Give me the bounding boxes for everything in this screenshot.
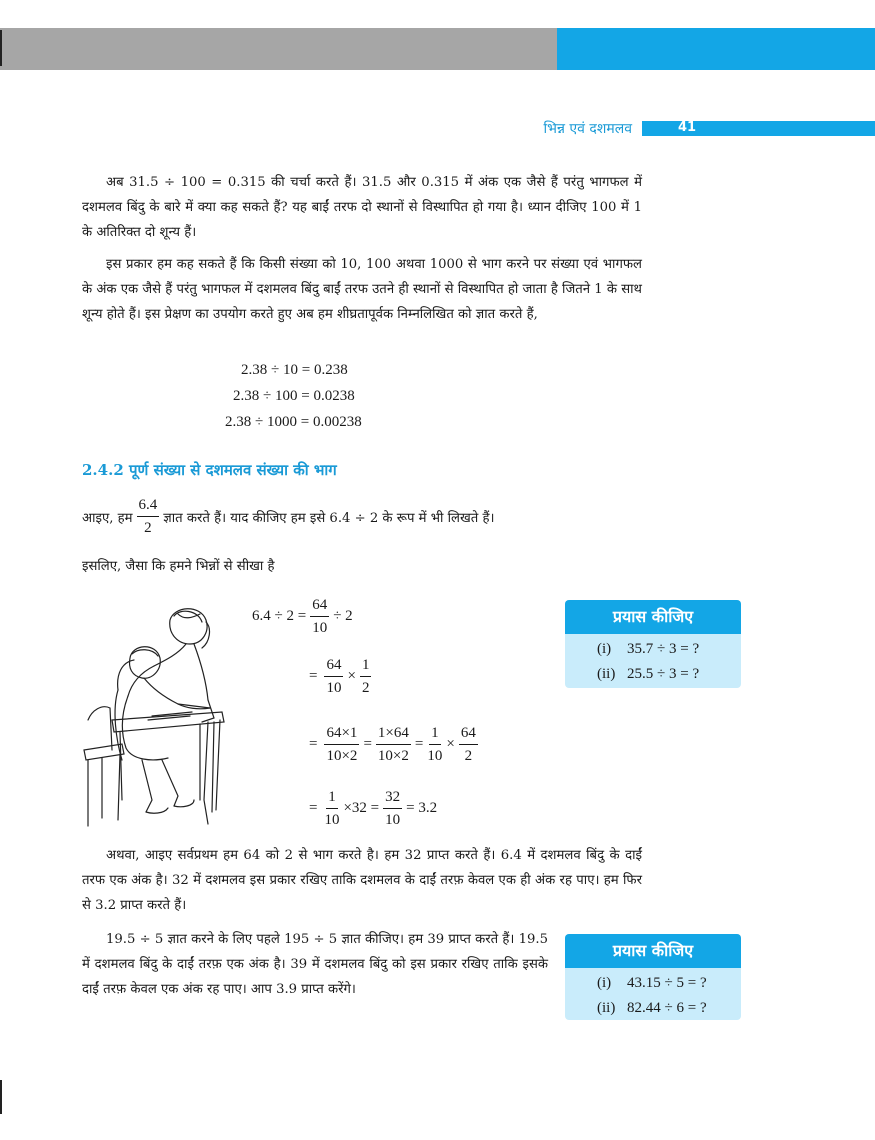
working-l2-fraction-b bbox=[360, 656, 372, 697]
working-l2-b-num: 1 bbox=[360, 656, 372, 677]
try-it-item bbox=[565, 637, 741, 662]
paragraph-alternative-method: अथवा, आइए सर्वप्रथम हम 64 को 2 से भाग करते है। हम 32 प्राप्त करते हैं। 6.4 में दशमलव बिंदु के दाईं तरफ एक अंक है। 32 में दशमलव इस प्रकार रखिए ताकि दशमलव के दाईं तरफ़ केवल एक ही अंक रह पाए। हम फिर से 3.2 प्राप्त करते हैं। bbox=[82, 848, 642, 913]
working-line-2 bbox=[306, 656, 375, 697]
intro-after: ज्ञात करते हैं। याद कीजिए हम इसे 6.4 ÷ 2 के रूप में भी लिखते हैं। bbox=[163, 510, 495, 526]
working-l3-a-num: 64×1 bbox=[324, 724, 359, 745]
working-line-4 bbox=[306, 788, 437, 829]
try-it-item-index: (ii) bbox=[597, 1000, 616, 1016]
student-teacher-illustration bbox=[82, 600, 232, 828]
working-l3-fraction-b bbox=[376, 724, 411, 765]
working-l3-a-den: 10×2 bbox=[326, 748, 358, 764]
try-it-item-index: (ii) bbox=[597, 666, 616, 682]
intro-fraction-den: 2 bbox=[144, 520, 152, 536]
working-l3-c-den: 10 bbox=[427, 748, 443, 764]
try-it-box-2 bbox=[565, 934, 741, 1020]
try-it-title: प्रयास कीजिए bbox=[565, 934, 741, 968]
times-sign: × bbox=[446, 736, 455, 752]
header-blue-band bbox=[557, 28, 875, 70]
working-l4-b-den: 10 bbox=[385, 812, 401, 828]
working-l3-fraction-d bbox=[459, 724, 478, 765]
working-l4-fraction-a bbox=[324, 788, 339, 829]
working-line-1 bbox=[252, 596, 353, 637]
working-l2-b-den: 2 bbox=[361, 680, 370, 696]
try-it-item-expr: 35.7 ÷ 3 = ? bbox=[627, 641, 700, 657]
equals-sign: = bbox=[363, 736, 372, 752]
working-l3-d-den: 2 bbox=[464, 748, 473, 764]
try-it-item-expr: 43.15 ÷ 5 = ? bbox=[627, 975, 707, 991]
header-gray-band bbox=[0, 28, 557, 70]
working-l4-a-num: 1 bbox=[326, 788, 338, 809]
try-it-item bbox=[565, 971, 741, 996]
working-l3-b-den: 10×2 bbox=[377, 748, 409, 764]
working-l3-d-num: 64 bbox=[459, 724, 478, 745]
example-divide-by-10: 2.38 ÷ 10 = 0.238 bbox=[241, 362, 348, 378]
page-edge-mark-top bbox=[0, 30, 2, 66]
working-l1-den: 10 bbox=[312, 620, 328, 636]
times-sign: × bbox=[347, 668, 356, 684]
page-number: 41 bbox=[678, 120, 697, 135]
example-divide-by-100: 2.38 ÷ 100 = 0.0238 bbox=[233, 388, 355, 404]
working-l1-fraction bbox=[310, 596, 329, 637]
equals-sign: = bbox=[309, 668, 318, 684]
working-l3-b-num: 1×64 bbox=[376, 724, 411, 745]
try-it-item-expr: 25.5 ÷ 3 = ? bbox=[627, 666, 700, 682]
working-l1-num: 64 bbox=[310, 596, 329, 617]
paragraph-decimal-shift: अब 31.5 ÷ 100 = 0.315 की चर्चा करते हैं। 31.5 और 0.315 में अंक एक जैसे हैं परंतु भागफल में दशमलव बिंदु के बारे में क्या कह सकते हैं? यह बाईं तरफ दो स्थानों से विस्थापित हो गया है। ध्यान दीजिए 100 में 1 के अतिरिक्त दो शून्य हैं। bbox=[82, 175, 642, 240]
intro-before: आइए, हम bbox=[82, 510, 133, 526]
working-l2-fraction-a bbox=[324, 656, 343, 697]
equals-sign: = bbox=[414, 736, 424, 752]
try-it-box-1 bbox=[565, 600, 741, 688]
example-divide-by-1000: 2.38 ÷ 1000 = 0.00238 bbox=[225, 414, 362, 430]
intro-line bbox=[82, 496, 494, 537]
working-l1-lhs: 6.4 ÷ 2 = bbox=[252, 608, 307, 624]
working-l4-a-den: 10 bbox=[324, 812, 340, 828]
page-number-bar bbox=[642, 121, 875, 136]
section-heading: 2.4.2 पूर्ण संख्या से दशमलव संख्या की भाग bbox=[82, 461, 337, 479]
try-it-title: प्रयास कीजिए bbox=[565, 600, 741, 634]
chapter-running-title: भिन्न एवं दशमलव bbox=[543, 121, 632, 137]
equals-sign: = bbox=[309, 736, 318, 752]
working-l1-rest: ÷ 2 bbox=[333, 608, 353, 624]
try-it-item-index: (i) bbox=[597, 975, 612, 991]
paragraph-example-19-5: 19.5 ÷ 5 ज्ञात करने के लिए पहले 195 ÷ 5 ज्ञात कीजिए। हम 39 प्राप्त करते हैं। 19.5 में दशमलव बिंदु के दाईं तरफ़ एक अंक है। 39 में दशमलव बिंदु को इस प्रकार रखिए ताकि इसके दाईं तरफ़ केवल एक अंक रह पाए। आप 3.9 प्राप्त करेंगे। bbox=[82, 932, 548, 997]
try-it-item-index: (i) bbox=[597, 641, 612, 657]
working-l3-fraction-c bbox=[427, 724, 442, 765]
working-l4-b-num: 32 bbox=[383, 788, 402, 809]
intro-fraction bbox=[137, 496, 160, 537]
working-l3-c-num: 1 bbox=[429, 724, 441, 745]
equals-sign: = bbox=[309, 800, 318, 816]
paragraph-division-rule: इस प्रकार हम कह सकते हैं कि किसी संख्या को 10, 100 अथवा 1000 से भाग करने पर संख्या एवं भागफल के अंक एक जैसे हैं परंतु भागफल में दशमलव बिंदु बाईं तरफ उतने ही स्थानों से विस्थापित हो जाता है जितने 1 के साथ शून्य होते हैं। इस प्रेक्षण का उपयोग करते हुए अब हम शीघ्रतापूर्वक निम्नलिखित को ज्ञात करते हैं, bbox=[82, 257, 642, 322]
intro-fraction-num: 6.4 bbox=[137, 496, 160, 517]
try-it-item bbox=[565, 996, 741, 1020]
working-l4-fraction-b bbox=[383, 788, 402, 829]
since-line: इसलिए, जैसा कि हमने भिन्नों से सीखा है bbox=[82, 559, 275, 574]
try-it-item bbox=[565, 662, 741, 687]
try-it-item-expr: 82.44 ÷ 6 = ? bbox=[627, 1000, 707, 1016]
working-l4-end: = 3.2 bbox=[406, 800, 438, 816]
working-l2-a-den: 10 bbox=[326, 680, 342, 696]
working-l4-mid: ×32 = bbox=[343, 800, 380, 816]
working-l3-fraction-a bbox=[324, 724, 359, 765]
working-line-3 bbox=[306, 724, 482, 765]
page-edge-mark-bottom bbox=[0, 1080, 2, 1114]
working-l2-a-num: 64 bbox=[324, 656, 343, 677]
